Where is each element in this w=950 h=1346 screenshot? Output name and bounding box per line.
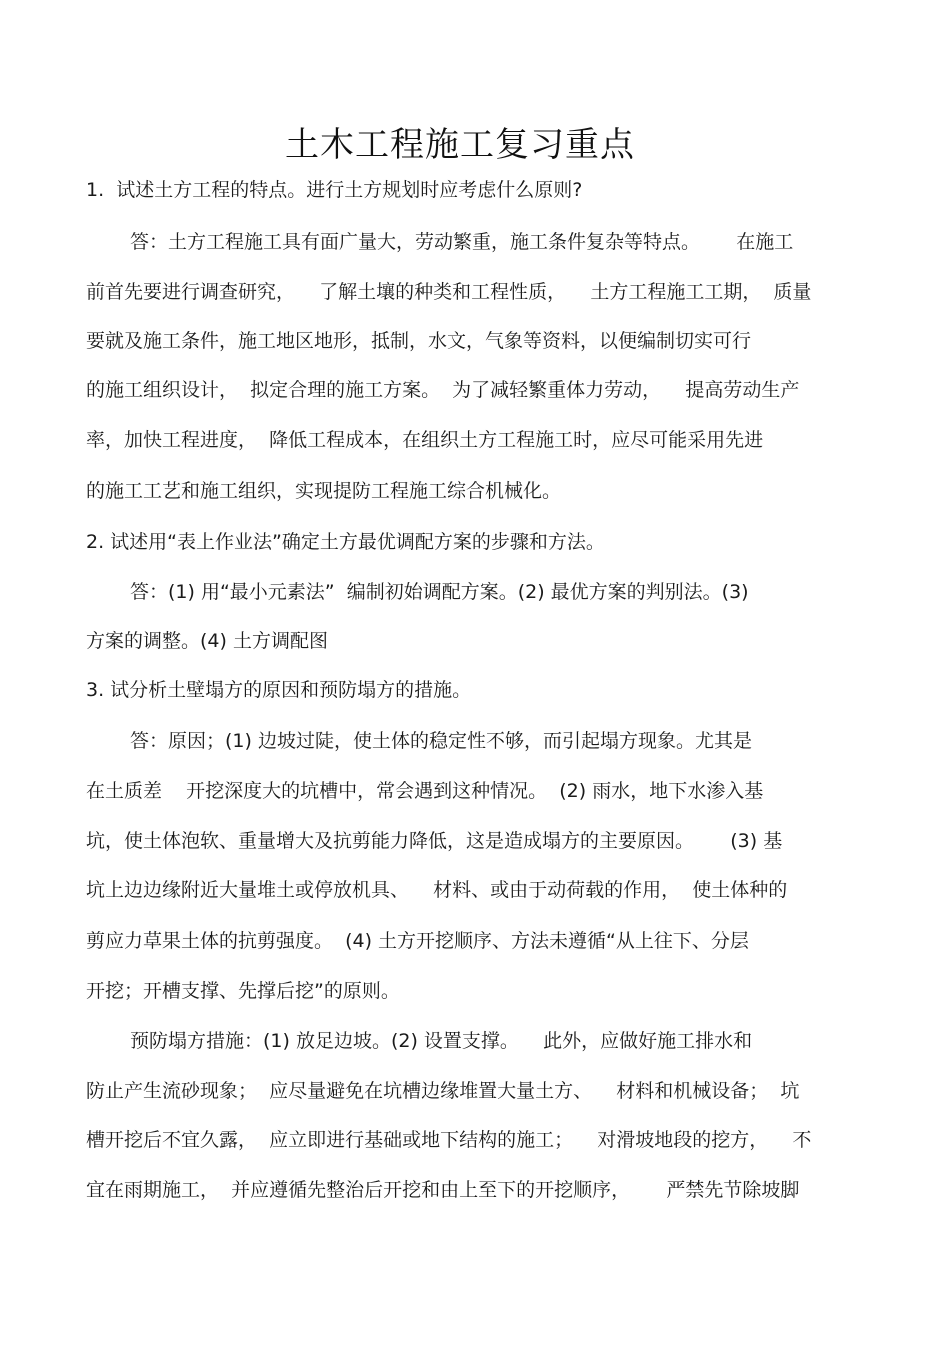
answer-1-line: 率，加快工程进度， 降低工程成本，在组织土方工程施工时，应尽可能采用先进 bbox=[86, 429, 764, 451]
question-2: 2. 试述用“表上作业法”确定土方最优调配方案的步骤和方法。 bbox=[86, 531, 605, 553]
answer-3-line: 开挖；开槽支撑、先撑后挖”的原则。 bbox=[86, 980, 400, 1002]
answer-3-line: 在土质差 开挖深度大的坑槽中，常会遇到这种情况。 (2) 雨水，地下水渗入基 bbox=[86, 780, 764, 802]
answer-1-line: 的施工组织设计， 拟定合理的施工方案。 为了减轻繁重体力劳动， 提高劳动生产 bbox=[86, 379, 800, 401]
answer-2-line: 方案的调整。(4) 土方调配图 bbox=[86, 630, 328, 652]
answer-1-line: 答：土方工程施工具有面广量大，劳动繁重，施工条件复杂等特点。 在施工 bbox=[130, 231, 794, 253]
answer-3-line: 答：原因；(1) 边坡过陡，使土体的稳定性不够，而引起塌方现象。尤其是 bbox=[130, 730, 752, 752]
answer-3-line: 剪应力草果土体的抗剪强度。 (4) 土方开挖顺序、方法未遵循“从上往下、分层 bbox=[86, 930, 749, 952]
answer-1-line: 前首先要进行调查研究， 了解土壤的种类和工程性质， 土方工程施工工期， 质量 bbox=[86, 281, 812, 303]
prevention-line: 宜在雨期施工， 并应遵循先整治后开挖和由上至下的开挖顺序， 严禁先节除坡脚 bbox=[86, 1179, 800, 1201]
answer-3-line: 坑，使土体泡软、重量增大及抗剪能力降低，这是造成塌方的主要原因。 (3) 基 bbox=[86, 830, 783, 852]
question-1: 1. 试述土方工程的特点。进行土方规划时应考虑什么原则? bbox=[86, 179, 583, 201]
prevention-line: 预防塌方措施：(1) 放足边坡。(2) 设置支撑。 此外，应做好施工排水和 bbox=[130, 1030, 753, 1052]
answer-3-line: 坑上边边缘附近大量堆土或停放机具、 材料、或由于动荷载的作用， 使土体种的 bbox=[86, 879, 788, 901]
prevention-line: 槽开挖后不宜久露， 应立即进行基础或地下结构的施工； 对滑坡地段的挖方， 不 bbox=[86, 1129, 812, 1151]
question-3: 3. 试分析土壁塌方的原因和预防塌方的措施。 bbox=[86, 679, 472, 701]
page-title: 土木工程施工复习重点 bbox=[285, 125, 635, 165]
prevention-line: 防止产生流砂现象； 应尽量避免在坑槽边缘堆置大量土方、 材料和机械设备； 坑 bbox=[86, 1080, 800, 1102]
answer-1-line: 的施工工艺和施工组织，实现提防工程施工综合机械化。 bbox=[86, 480, 562, 502]
answer-2-line: 答：(1) 用“最小元素法” 编制初始调配方案。(2) 最优方案的判别法。(3) bbox=[130, 581, 749, 603]
answer-1-line: 要就及施工条件，施工地区地形，抵制，水文，气象等资料，以便编制切实可行 bbox=[86, 330, 752, 352]
